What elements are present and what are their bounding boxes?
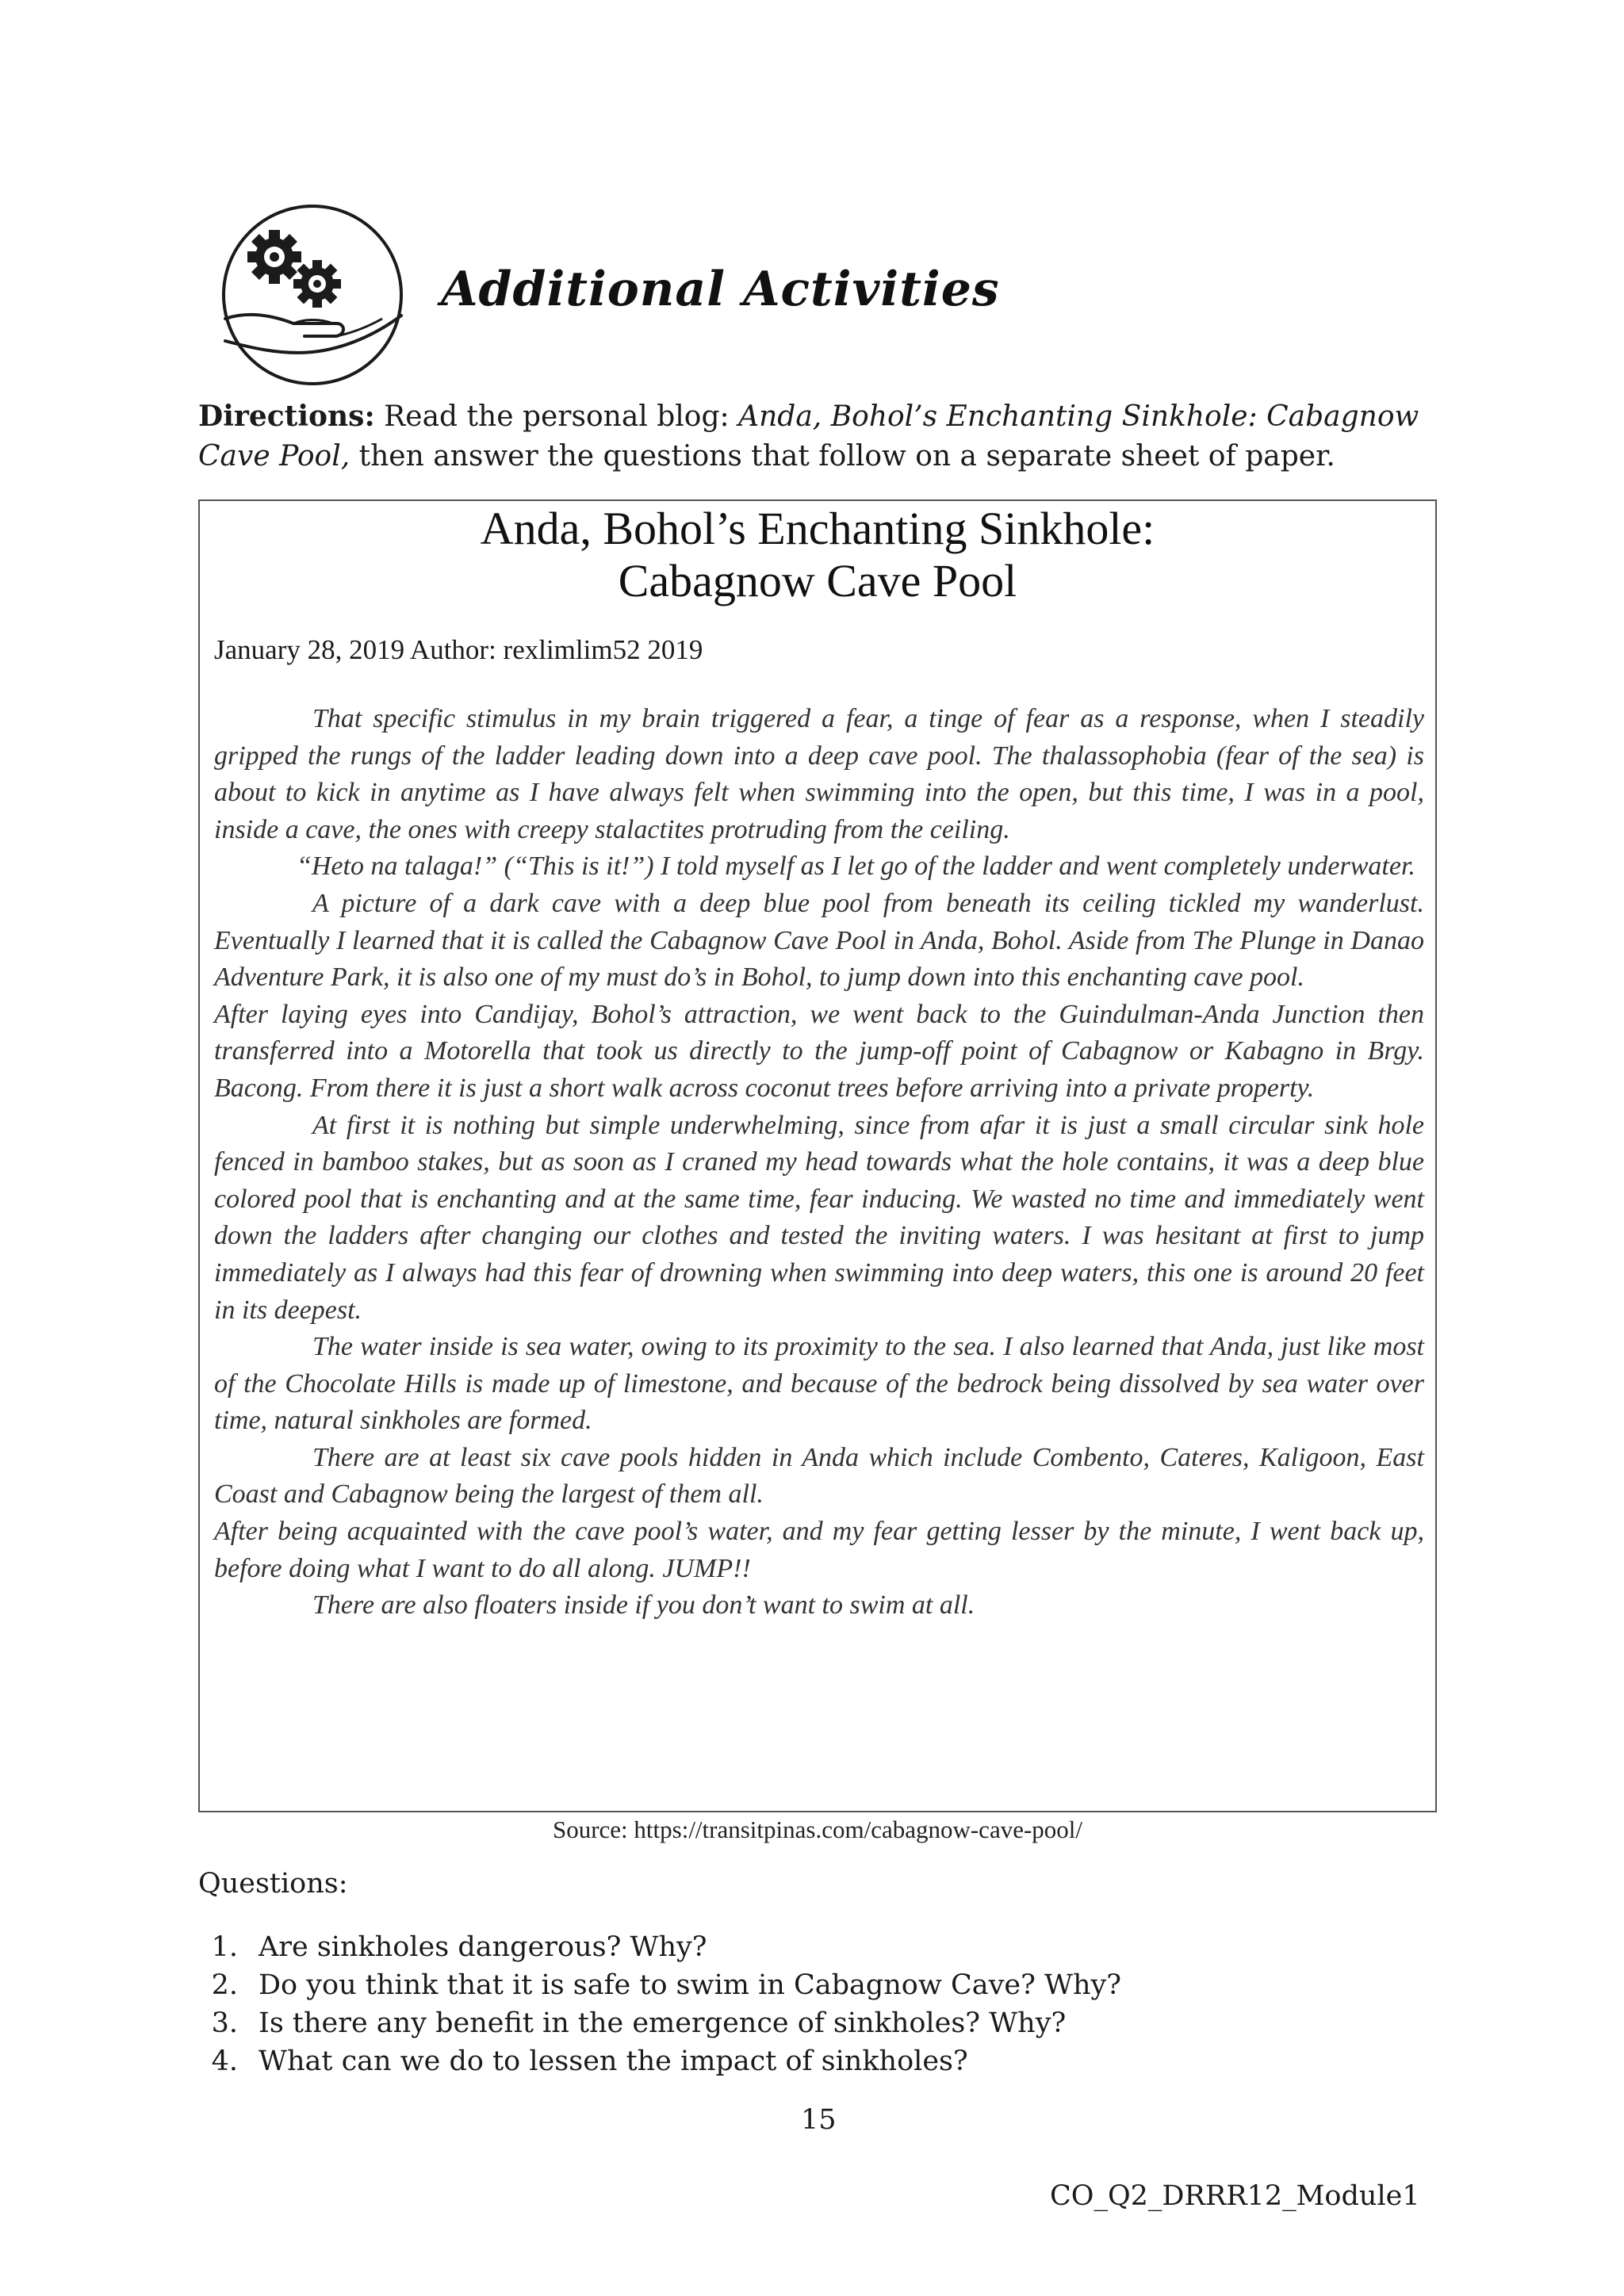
- question-text: Is there any benefit in the emergence of sinkholes? Why?: [259, 2007, 1067, 2039]
- question-item: [198, 1966, 1121, 2004]
- blog-paragraph: That specific stimulus in my brain triggered a fear, a tinge of fear as a response, when I steadily gripped the rungs of the ladder leading down into a deep cave pool. The thalassophobia (fear of the sea) is about to kick in anytime as I have always felt when swimming into the open, but this time, I was in a pool, inside a cave, the ones with creepy stalactites protruding from the ceiling.: [214, 704, 1424, 844]
- source-citation: Source: https://transitpinas.com/cabagnow-cave-pool/: [552, 1816, 1083, 1843]
- question-text: Are sinkholes dangerous? Why?: [259, 1931, 707, 1963]
- questions-label: Questions:: [198, 1868, 348, 1900]
- question-item: [198, 2042, 1121, 2080]
- module-code: CO_Q2_DRRR12_Module1: [1050, 2180, 1420, 2212]
- directions-label: Directions:: [198, 400, 375, 433]
- blog-title-line-2: Cabagnow Cave Pool: [618, 555, 1017, 607]
- blog-title: [0, 503, 1624, 607]
- question-text: Do you think that it is safe to swim in Cabagnow Cave? Why?: [259, 1969, 1122, 2001]
- blog-body: [214, 701, 1424, 1624]
- blog-title-line-1: Anda, Bohol’s Enchanting Sinkhole:: [480, 503, 1155, 554]
- question-item: [198, 2004, 1121, 2042]
- question-text: What can we do to lessen the impact of sinkholes?: [259, 2045, 968, 2077]
- question-number: 1.: [211, 1931, 238, 1963]
- gears-on-hand-icon: [217, 200, 408, 390]
- questions-list: [198, 1928, 1121, 2080]
- blog-paragraph: There are also floaters inside if you don’t want to swim at all.: [312, 1590, 975, 1621]
- page-number: 15: [801, 2104, 837, 2136]
- question-item: [198, 1928, 1121, 1966]
- blog-paragraph: After being acquainted with the cave pool’s water, and my fear getting lesser by the minute, I went back up, before doing what I want to do all along. JUMP!!: [214, 1517, 1424, 1583]
- directions: [198, 396, 1435, 476]
- blog-paragraph: At first it is nothing but simple underwhelming, since from afar it is just a small circular sink hole fenced in bamboo stakes, but as soon as I craned my head towards what the hole contains, it was a deep blue colored pool that is enchanting and at the same time, fear inducing. We wasted no time and immediately went down the ladders after changing our clothes and tested the inviting waters. I was hesitant at first to jump immediately as I always had this fear of drowning when swimming into deep waters, this one is around 20 feet in its deepest.: [214, 1110, 1424, 1325]
- section-title: Additional Activities: [441, 262, 1000, 317]
- directions-blog-name: Anda, Bohol’s Enchanting Sinkhole: Cabagnow Cave Pool,: [198, 400, 1419, 473]
- blog-paragraph: After laying eyes into Candijay, Bohol’s attraction, we went back to the Guindulman-Anda Junction then transferred into a Motorella that took us directly to the jump-off point of Cabagnow or Kabagno in Brgy. Bacong. From there it is just a short walk across coconut trees before arriving into a private property.: [214, 999, 1424, 1103]
- blog-paragraph: “Heto na talaga!” (“This is it!”) I told myself as I let go of the ladder and went completely underwater.: [297, 851, 1415, 882]
- blog-meta: January 28, 2019 Author: rexlimlim52 2019: [214, 634, 703, 665]
- question-number: 4.: [211, 2045, 238, 2077]
- question-number: 3.: [211, 2007, 238, 2039]
- directions-text-before: Read the personal blog:: [374, 400, 739, 433]
- question-number: 2.: [211, 1969, 238, 2001]
- blog-paragraph: A picture of a dark cave with a deep blue pool from beneath its ceiling tickled my wanderlust. Eventually I learned that it is called the Cabagnow Cave Pool in Anda, Bohol. Aside from The Plunge in Danao Adventure Park, it is also one of my must do’s in Bohol, to jump down into this enchanting cave pool.: [214, 888, 1424, 993]
- directions-text-after: then answer the questions that follow on a separate sheet of paper.: [350, 440, 1335, 473]
- blog-paragraph: There are at least six cave pools hidden in Anda which include Combento, Cateres, Kaligoon, East Coast and Cabagnow being the largest of them all.: [214, 1442, 1424, 1510]
- blog-paragraph: The water inside is sea water, owing to its proximity to the sea. I also learned that Anda, just like most of the Chocolate Hills is made up of limestone, and because of the bedrock being dissolved by sea water over time, natural sinkholes are formed.: [214, 1332, 1424, 1436]
